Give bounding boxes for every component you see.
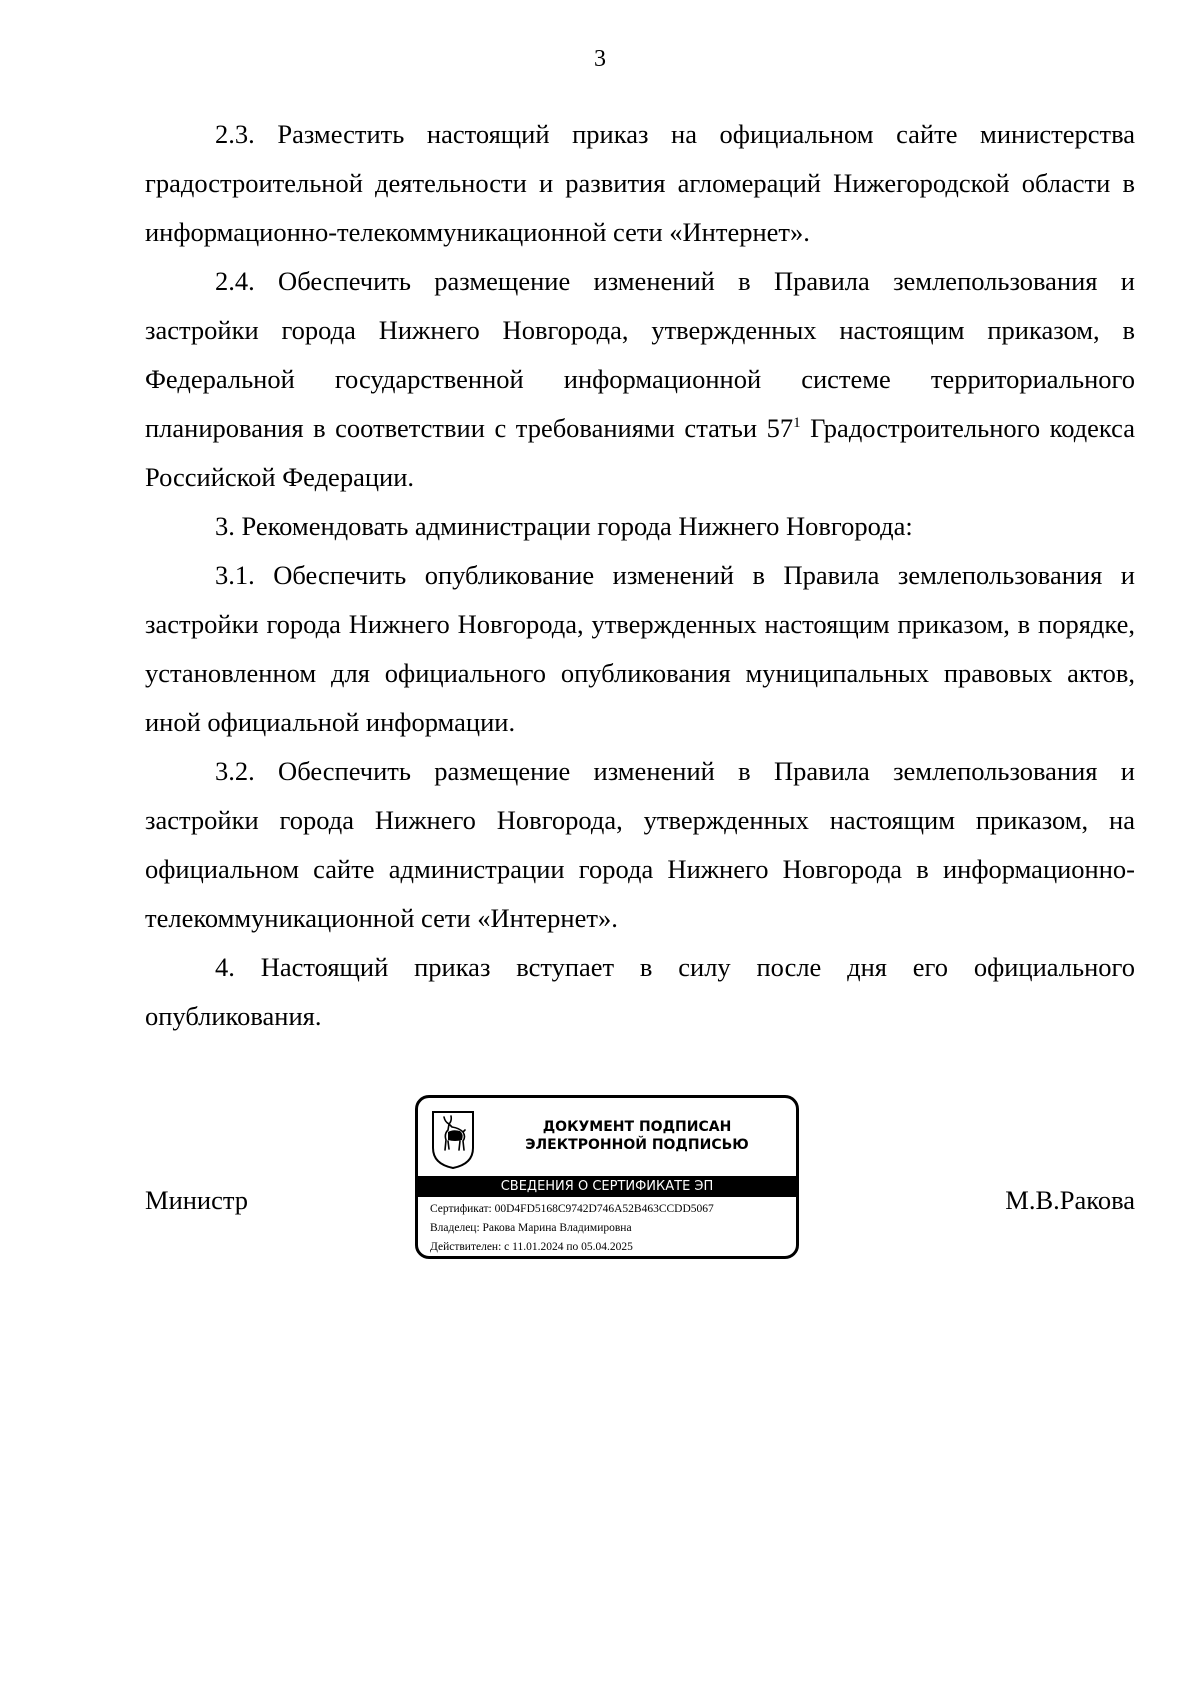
page-number: 3 <box>594 46 606 72</box>
paragraph-3-1: 3.1. Обеспечить опубликование изменений в Правила землепользования и застройки города Нижнего Новгорода, утвержденных настоящим приказом, в порядке, установленном для официального опубликования муниципальных правовых актов, иной официальной информации. <box>145 560 1135 737</box>
paragraph-2-3: 2.3. Разместить настоящий приказ на официальном сайте министерства градостроительной деятельности и развития агломераций Нижегородской области в информационно-телекоммуникационной сети «Интернет». <box>145 119 1135 247</box>
certificate-owner: Владелец: Ракова Марина Владимировна <box>430 1222 632 1234</box>
paragraph-2-4-text: 2.4. Обеспечить размещение изменений в Правила землепользования и застройки города Нижнего Новгорода, утвержденных настоящим приказом, в Федеральной государственной информационной системе территориального планирования в соответствии с требованиями статьи 57 <box>145 266 1135 443</box>
document-body <box>145 110 1135 1041</box>
paragraph-3: 3. Рекомендовать администрации города Нижнего Новгорода: <box>215 511 913 541</box>
certificate-number: Сертификат: 00D4FD5168C9742D746A52B463CCDD5067 <box>430 1203 714 1215</box>
certificate-info-header: СВЕДЕНИЯ О СЕРТИФИКАТЕ ЭП <box>418 1176 796 1197</box>
paragraph-3-2: 3.2. Обеспечить размещение изменений в Правила землепользования и застройки города Нижнего Новгорода, утвержденных настоящим приказом, на официальном сайте администрации города Нижнего Новгорода в информационно-телекоммуникационной сети «Интернет». <box>145 756 1135 933</box>
signatory-position: Министр <box>145 1185 249 1215</box>
superscript-marker: 1 <box>793 415 801 432</box>
stamp-title-line-2: ЭЛЕКТРОННОЙ ПОДПИСЬЮ <box>525 1137 749 1153</box>
paragraph-2-4 <box>145 257 1135 502</box>
paragraph-4: 4. Настоящий приказ вступает в силу после дня его официального опубликования. <box>145 952 1135 1031</box>
electronic-signature-stamp <box>415 1095 799 1259</box>
certificate-validity: Действителен: с 11.01.2024 по 05.04.2025 <box>430 1241 633 1253</box>
signatory-name: М.В.Ракова <box>1005 1185 1135 1215</box>
stamp-title-line-1: ДОКУМЕНТ ПОДПИСАН <box>542 1119 732 1135</box>
paragraph-2-4-text-end: Градостроительного кодекса Российской Федерации. <box>145 413 1135 492</box>
deer-emblem-icon <box>431 1110 475 1170</box>
stamp-title <box>488 1118 786 1154</box>
